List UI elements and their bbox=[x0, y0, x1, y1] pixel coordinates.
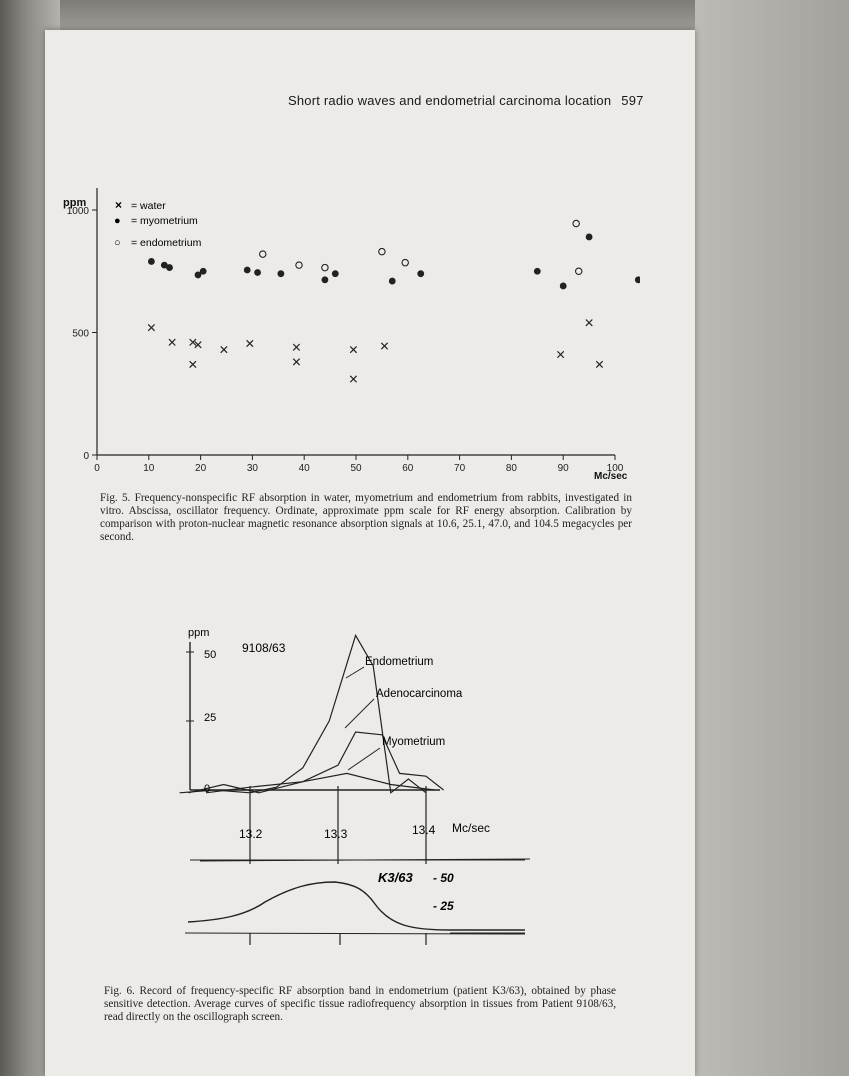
fig5-point-myometrium bbox=[389, 278, 396, 285]
fig6-y-axis-label: ppm bbox=[188, 627, 210, 639]
fig5-point-myometrium bbox=[166, 264, 173, 271]
fig5-point-myometrium bbox=[148, 258, 155, 265]
figure-5-scatter-chart bbox=[55, 180, 640, 490]
fig5-point-endometrium bbox=[296, 262, 302, 268]
label-leaders bbox=[345, 667, 380, 770]
fig5-point-myometrium bbox=[635, 276, 640, 283]
legend-myometrium-label: = myometrium bbox=[131, 215, 198, 227]
trace-patient-label: K3/63 bbox=[378, 870, 413, 885]
fig5-point-water bbox=[293, 359, 299, 365]
fig5-point-water bbox=[293, 344, 299, 350]
fig5-point-water bbox=[169, 339, 175, 345]
trace-tick-50: - 50 bbox=[433, 871, 454, 885]
fig5-point-myometrium bbox=[586, 234, 593, 241]
fig5-point-endometrium bbox=[260, 251, 266, 257]
fig5-x-tick-label: 90 bbox=[557, 463, 569, 474]
fig5-x-axis-unit: Mc/sec bbox=[594, 471, 628, 482]
fig5-data-points bbox=[148, 220, 640, 382]
fig5-y-axis-label: ppm bbox=[63, 197, 87, 209]
fig5-x-tick-label: 10 bbox=[143, 463, 155, 474]
fig5-point-water bbox=[586, 320, 592, 326]
figure-6-line-chart bbox=[150, 620, 590, 975]
figure-6-caption: Fig. 6. Record of frequency-specific RF absorption band in endometrium (patient K3/63), obtained by phase sensitive detection. Average curves of specific tissue radiofrequency absorption in tissues from Patient 9108/63, read directly on the oscillograph screen. bbox=[104, 985, 616, 1023]
fig6-ticks bbox=[186, 652, 426, 864]
fig5-x-tick-label: 50 bbox=[350, 463, 362, 474]
fig6-xtick-13.4: 13.4 bbox=[412, 823, 436, 837]
fig5-point-myometrium bbox=[332, 270, 339, 277]
legend-water-marker: × bbox=[115, 198, 123, 212]
fig5-point-myometrium bbox=[254, 269, 261, 276]
fig5-x-tick-label: 80 bbox=[505, 463, 517, 474]
fig5-legend bbox=[114, 198, 202, 249]
fig5-point-myometrium bbox=[244, 267, 251, 274]
fig5-point-myometrium bbox=[277, 270, 284, 277]
trace-curve bbox=[188, 882, 525, 930]
fig6-x-axis-unit: Mc/sec bbox=[452, 821, 491, 835]
fig5-x-tick-label: 40 bbox=[298, 463, 310, 474]
fig5-x-tick-label: 0 bbox=[94, 463, 100, 474]
fig5-point-water bbox=[190, 361, 196, 367]
legend-endometrium-marker: ○ bbox=[114, 237, 121, 249]
fig5-point-myometrium bbox=[534, 268, 541, 275]
trace-tick-25: - 25 bbox=[433, 899, 454, 913]
figure-5-caption: Fig. 5. Frequency-nonspecific RF absorption in water, myometrium and endometrium from rabbits, investigated in vitro. Abscissa, oscillator frequency. Ordinate, approximate ppm scale for RF energy absorption. Calibration by comparison with proton-nuclear magnetic resonance absorption signals at 10.6, 25.1, 47.0, and 104.5 megacycles per second. bbox=[100, 492, 632, 543]
fig5-point-water bbox=[350, 346, 356, 352]
fig5-point-endometrium bbox=[322, 264, 328, 270]
facing-page-edge bbox=[695, 0, 849, 1076]
fig5-point-water bbox=[148, 324, 154, 330]
legend-myometrium-marker: ● bbox=[114, 215, 121, 227]
page-number: 597 bbox=[621, 93, 644, 108]
fig5-point-myometrium bbox=[200, 268, 207, 275]
fig5-point-endometrium bbox=[402, 259, 408, 265]
fig6-xtick-13.3: 13.3 bbox=[324, 827, 348, 841]
fig5-point-endometrium bbox=[573, 220, 579, 226]
fig5-point-water bbox=[350, 376, 356, 382]
fig5-point-water bbox=[247, 340, 253, 346]
fig5-point-water bbox=[221, 346, 227, 352]
fig5-y-tick-label: 500 bbox=[72, 328, 89, 340]
fig5-point-endometrium bbox=[379, 248, 385, 254]
fig6-ytick-50: 50 bbox=[204, 649, 217, 661]
fig5-point-myometrium bbox=[322, 276, 329, 283]
fig5-x-tick-label: 100 bbox=[606, 463, 624, 474]
fig5-x-tick-label: 30 bbox=[246, 463, 258, 474]
fig5-x-tick-label: 70 bbox=[454, 463, 466, 474]
fig5-point-water bbox=[381, 343, 387, 349]
fig6-patient-label: 9108/63 bbox=[242, 641, 286, 655]
label-myometrium: Myometrium bbox=[382, 736, 446, 748]
fig6-ytick-0: 0 bbox=[204, 783, 211, 795]
fig5-point-endometrium bbox=[576, 268, 582, 274]
fig5-point-myometrium bbox=[560, 283, 567, 290]
fig5-point-water bbox=[596, 361, 602, 367]
label-endometrium: Endometrium bbox=[365, 656, 434, 668]
fig6-ytick-25: 25 bbox=[204, 712, 217, 724]
legend-water-label: = water bbox=[131, 200, 166, 212]
fig5-axes bbox=[97, 188, 615, 455]
header-title: Short radio waves and endometrial carcinoma location bbox=[288, 93, 612, 108]
oscillograph-trace bbox=[185, 859, 530, 945]
fig5-y-tick-label: 1000 bbox=[66, 206, 89, 217]
fig5-x-tick-label: 60 bbox=[402, 463, 414, 474]
legend-endometrium-label: = endometrium bbox=[131, 237, 202, 249]
label-adenocarcinoma: Adenocarcinoma bbox=[376, 688, 463, 700]
fig5-x-tick-label: 20 bbox=[195, 463, 207, 474]
fig5-point-myometrium bbox=[417, 270, 424, 277]
fig6-xtick-13.2: 13.2 bbox=[239, 827, 263, 841]
running-header bbox=[288, 93, 644, 108]
fig5-point-water bbox=[557, 351, 563, 357]
fig5-y-tick-label: 0 bbox=[83, 451, 89, 462]
